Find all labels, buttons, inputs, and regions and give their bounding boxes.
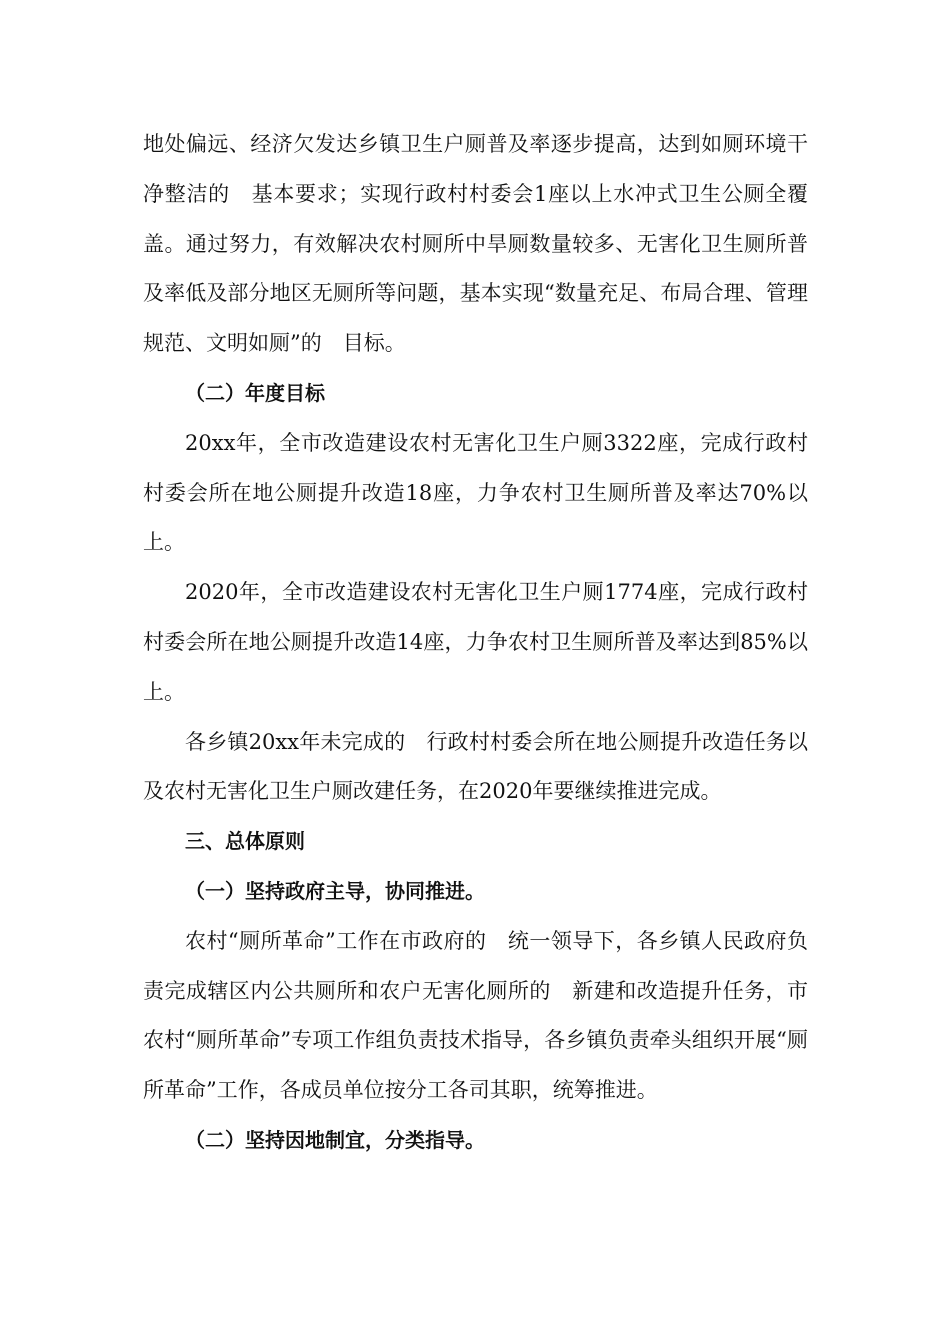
paragraph-continued: 地处偏远、经济欠发达乡镇卫生户厕普及率逐步提高，达到如厕环境干净整洁的 基本要求；实现行政村村委会1座以上水冲式卫生公厕全覆盖。通过努力，有效解决农村厕所中旱厕数量较多、无害化卫生厕所普及率低及部分地区无厕所等问题，基本实现“数量充足、布局合理、管理规范、文明如厕”的 目标。: [143, 132, 808, 356]
paragraph-2019-goals: 20xx年，全市改造建设农村无害化卫生户厕3322座，完成行政村村委会所在地公厕提升改造18座，力争农村卫生厕所普及率达70%以上。: [143, 430, 808, 555]
paragraph-carryover-tasks: 各乡镇20xx年未完成的 行政村村委会所在地公厕提升改造任务以及农村无害化卫生户厕改建任务，在2020年要继续推进完成。: [143, 729, 808, 804]
document-body: [143, 120, 808, 1166]
heading-government-led: （一）坚持政府主导，协同推进。: [185, 878, 485, 903]
heading-local-conditions: （二）坚持因地制宜，分类指导。: [185, 1127, 485, 1152]
paragraph-government-led: 农村“厕所革命”工作在市政府的 统一领导下，各乡镇人民政府负责完成辖区内公共厕所和农户无害化厕所的 新建和改造提升任务，市农村“厕所革命”专项工作组负责技术指导，各乡镇负责牵头组织开展“厕所革命”工作，各成员单位按分工各司其职，统筹推进。: [143, 928, 808, 1103]
heading-overall-principles: 三、总体原则: [185, 829, 305, 854]
heading-annual-goals: （二）年度目标: [185, 380, 325, 405]
paragraph-2020-goals: 2020年，全市改造建设农村无害化卫生户厕1774座，完成行政村村委会所在地公厕提升改造14座，力争农村卫生厕所普及率达到85%以上。: [143, 580, 808, 704]
